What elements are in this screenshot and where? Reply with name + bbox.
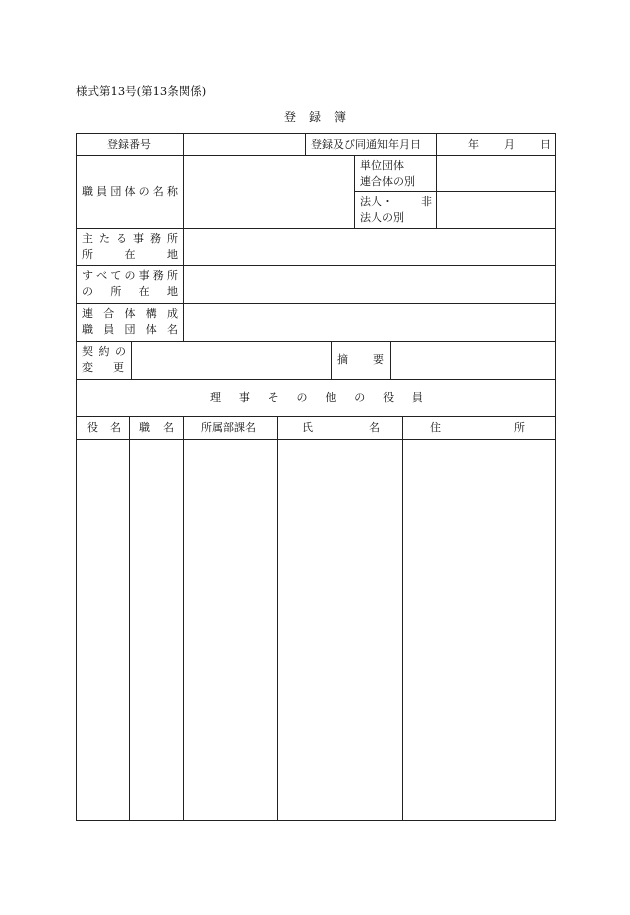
registration-number-label: 登録番号 bbox=[107, 138, 151, 151]
federation-label-line1: 連 合 体 構 成 bbox=[82, 307, 178, 320]
summary-label: 摘 要 bbox=[337, 353, 384, 366]
unit-type-label-line1: 単位団体 bbox=[360, 159, 404, 172]
contract-change-label-line2: 変 更 bbox=[82, 361, 124, 374]
registration-number-value bbox=[184, 134, 305, 155]
column-header-address: 住 所 bbox=[430, 421, 525, 434]
organization-name-label: 職 員 団 体 の 名 称 bbox=[82, 185, 178, 198]
date-day-label: 日 bbox=[540, 138, 551, 151]
column-header-department: 所属部課名 bbox=[201, 421, 256, 434]
unit-type-label-line2: 連合体の別 bbox=[360, 175, 415, 188]
all-offices-label-line1: す べ て の 事 務 所 bbox=[82, 269, 178, 282]
form-number-label: 様式第13号(第13条関係) bbox=[76, 84, 207, 98]
corporate-status-label-line2: 法人の別 bbox=[360, 211, 404, 224]
all-offices-label-line2: の 所 在 地 bbox=[82, 285, 178, 298]
main-office-label-line2: 所 在 地 bbox=[82, 248, 178, 261]
column-header-title: 役 名 bbox=[87, 421, 121, 434]
column-header-name: 氏 名 bbox=[302, 421, 380, 434]
contract-change-label-line1: 契 約 の bbox=[82, 345, 126, 358]
corporate-status-label-line1: 法人・ 非 bbox=[360, 195, 432, 208]
federation-label-line2: 職 員 団 体 名 bbox=[82, 323, 178, 336]
title-char: 登 bbox=[284, 110, 297, 124]
column-header-position: 職 名 bbox=[139, 421, 174, 434]
officers-section-title: 理 事 そ の 他 の 役 員 bbox=[210, 391, 423, 404]
date-year-label: 年 bbox=[468, 138, 479, 151]
registration-date-label: 登録及び同通知年月日 bbox=[311, 138, 421, 151]
title-char: 簿 bbox=[333, 110, 346, 124]
main-office-label-line1: 主 た る 事 務 所 bbox=[82, 232, 178, 245]
title-char: 録 bbox=[308, 110, 321, 124]
date-month-label: 月 bbox=[504, 138, 515, 151]
